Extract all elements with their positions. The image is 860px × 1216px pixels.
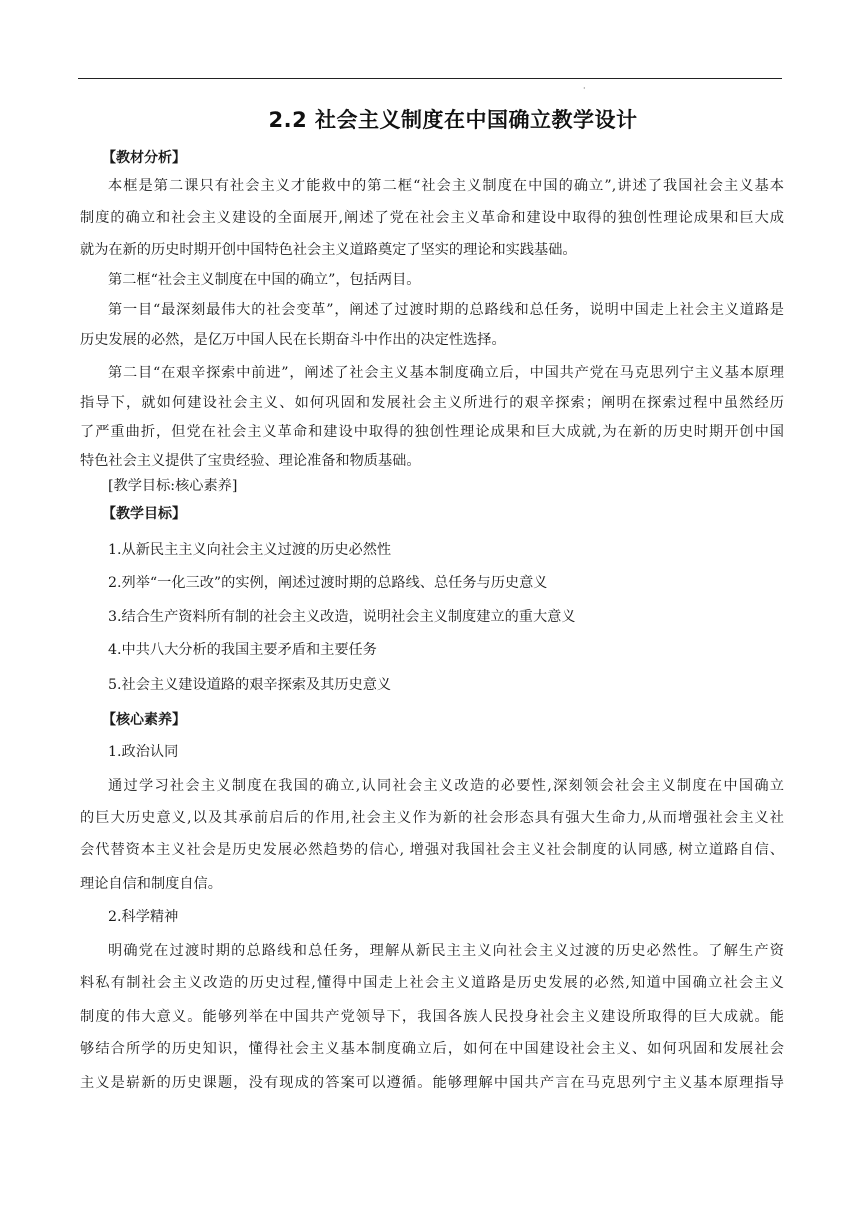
- core-2-line4: 够结合所学的历史知识，懂得社会主义基本制度确立后，如何在中国建设社会主义、如何巩固和发展社会: [80, 1041, 784, 1057]
- core-1-line2: 的巨大历史意义,以及其承前启后的作用,社会主义作为新的社会形态具有强大生命力,从而增强社会主义社: [80, 810, 784, 826]
- goal-item: 4.中共八大分析的我国主要矛盾和主要任务: [108, 642, 377, 658]
- core-1-title: 1.政治认同: [108, 744, 179, 760]
- header-rule: [78, 78, 782, 79]
- section-heading-core: 【核心素养】: [102, 712, 186, 728]
- header-mark: ·: [583, 84, 586, 93]
- goal-item: 3.结合生产资料所有制的社会主义改造，说明社会主义制度建立的重大意义: [108, 609, 576, 625]
- analysis-p4-line4: 特色社会主义提供了宝贵经验、理论准备和物质基础。: [80, 453, 421, 469]
- analysis-p1-line2: 制度的确立和社会主义建设的全面展开,阐述了党在社会主义革命和建设中取得的独创性理论成果和巨大成: [80, 210, 784, 226]
- core-2-line3: 制度的伟大意义。能够列举在中国共产党领导下，我国各族人民投身社会主义建设所取得的巨大成就。能: [80, 1009, 784, 1025]
- core-2-title: 2.科学精神: [108, 909, 179, 925]
- analysis-p2: 第二框“社会主义制度在中国的确立”，包括两目。: [108, 272, 421, 288]
- core-1-line3: 会代替资本主义社会是历史发展必然趋势的信心, 增强对我国社会主义社会制度的认同感, 树立道路自信、: [80, 842, 784, 858]
- analysis-p1-line1: 本框是第二课只有社会主义才能救中的第二框“社会主义制度在中国的确立”,讲述了我国社会主义基本: [108, 178, 784, 194]
- goal-item: 2.列举“一化三改”的实例，阐述过渡时期的总路线、总任务与历史意义: [108, 575, 548, 591]
- section-heading-goals: 【教学目标】: [102, 506, 186, 522]
- goals-bracket-label: [教学目标:核心素养]: [108, 478, 238, 494]
- analysis-p1-line3: 就为在新的历史时期开创中国特色社会主义道路奠定了坚实的理论和实践基础。: [80, 242, 577, 258]
- core-2-line2: 料私有制社会主义改造的历史过程,懂得中国走上社会主义道路是历史发展的必然,知道中国确立社会主义: [80, 975, 784, 991]
- analysis-p4-line3: 了严重曲折，但党在社会主义革命和建设中取得的独创性理论成果和巨大成就,为在新的历史时期开创中国: [80, 424, 784, 440]
- page-title: 2.2 社会主义制度在中国确立教学设计: [268, 108, 638, 132]
- core-2-line1: 明确党在过渡时期的总路线和总任务，理解从新民主主义向社会主义过渡的历史必然性。了解生产资: [108, 943, 784, 959]
- section-heading-analysis: 【教材分析】: [102, 150, 186, 166]
- core-1-line1: 通过学习社会主义制度在我国的确立,认同社会主义改造的必要性,深刻领会社会主义制度在中国确立: [108, 778, 784, 794]
- core-2-line5: 主义是崭新的历史课题，没有现成的答案可以遵循。能够理解中国共产言在马克思列宁主义基本原理指导: [80, 1075, 784, 1091]
- core-1-line4: 理论自信和制度自信。: [80, 876, 222, 892]
- goal-item: 5.社会主义建设道路的艰辛探索及其历史意义: [108, 677, 392, 693]
- goal-item: 1.从新民主主义向社会主义过渡的历史必然性: [108, 542, 392, 558]
- analysis-p4-line2: 指导下，就如何建设社会主义、如何巩固和发展社会主义所进行的艰辛探索；阐明在探索过程中虽然经历: [80, 395, 784, 411]
- analysis-p3-line1: 第一目“最深刻最伟大的社会变革”，阐述了过渡时期的总路线和总任务，说明中国走上社会主义道路是: [108, 302, 784, 318]
- analysis-p4-line1: 第二目“在艰辛探索中前进”，阐述了社会主义基本制度确立后，中国共产党在马克思列宁主义基本原理: [108, 365, 784, 381]
- analysis-p3-line2: 历史发展的必然，是亿万中国人民在长期奋斗中作出的决定性选择。: [80, 332, 506, 348]
